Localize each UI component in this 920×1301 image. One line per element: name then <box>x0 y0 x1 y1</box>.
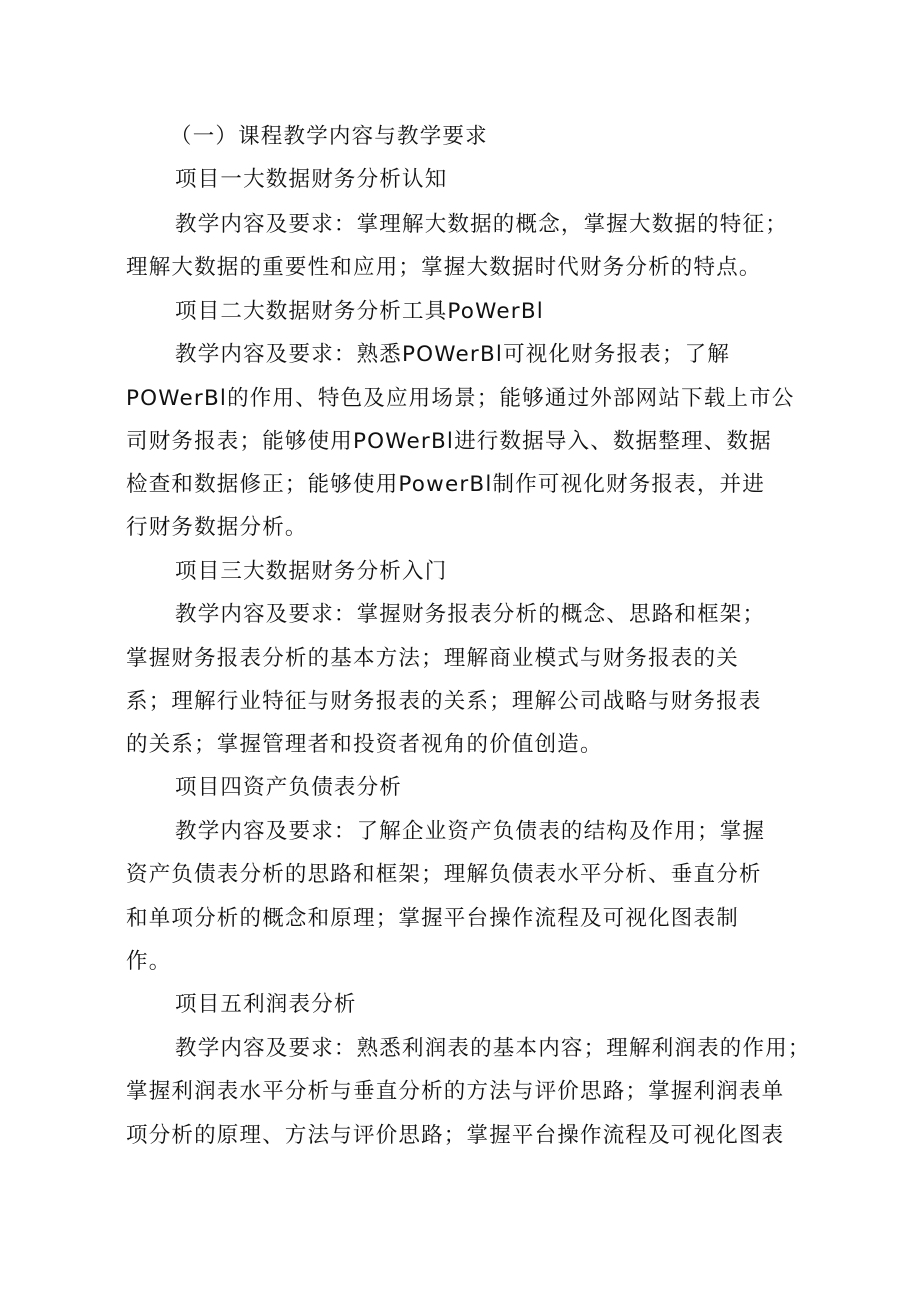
project-2-body-line: POWerBl的作用、特色及应用场景；能够通过外部网站下载上市公 <box>126 386 795 411</box>
project-3-body-line: 系；理解行业特征与财务报表的关系；理解公司战略与财务报表 <box>126 689 762 714</box>
project-2-body-line: 司财务报表；能够使用POWerBl进行数据导入、数据整理、数据 <box>126 429 772 454</box>
section-heading: （一）课程教学内容与教学要求 <box>170 124 488 149</box>
project-5-body-line: 项分析的原理、方法与评价思路；掌握平台操作流程及可视化图表 <box>126 1123 785 1148</box>
project-2-body-line: 检查和数据修正；能够使用PowerBl制作可视化财务报表，并进 <box>126 472 765 497</box>
project-4-body-line: 作。 <box>126 949 172 974</box>
project-2-body-line: 教学内容及要求：熟悉POWerBl可视化财务报表；了解 <box>175 342 731 367</box>
project-3-body-line: 的关系；掌握管理者和投资者视角的价值创造。 <box>126 732 603 757</box>
project-4-body-line: 资产负债表分析的思路和框架；理解负债表水平分析、垂直分析 <box>126 862 762 887</box>
project-3-body-line: 教学内容及要求：掌握财务报表分析的概念、思路和框架； <box>175 602 766 627</box>
project-2-body-line: 行财务数据分析。 <box>126 515 308 540</box>
project-2-title: 项目二大数据财务分析工具PoWerBl <box>175 299 544 324</box>
project-1-title: 项目一大数据财务分析认知 <box>175 167 448 192</box>
project-3-body-line: 掌握财务报表分析的基本方法；理解商业模式与财务报表的关 <box>126 646 739 671</box>
project-4-title: 项目四资产负债表分析 <box>175 775 403 800</box>
project-3-title: 项目三大数据财务分析入门 <box>175 559 448 584</box>
project-5-title: 项目五利润表分析 <box>175 992 357 1017</box>
project-4-body-line: 和单项分析的概念和原理；掌握平台操作流程及可视化图表制 <box>126 906 739 931</box>
project-5-body-line: 掌握利润表水平分析与垂直分析的方法与评价思路；掌握利润表单 <box>126 1079 785 1104</box>
project-5-body-line: 教学内容及要求：熟悉利润表的基本内容；理解利润表的作用； <box>175 1036 811 1061</box>
project-1-body-line: 理解大数据的重要性和应用；掌握大数据时代财务分析的特点。 <box>126 255 762 280</box>
project-4-body-line: 教学内容及要求：了解企业资产负债表的结构及作用；掌握 <box>175 819 766 844</box>
project-1-body-line: 教学内容及要求：掌理解大数据的概念，掌握大数据的特征； <box>175 212 788 237</box>
